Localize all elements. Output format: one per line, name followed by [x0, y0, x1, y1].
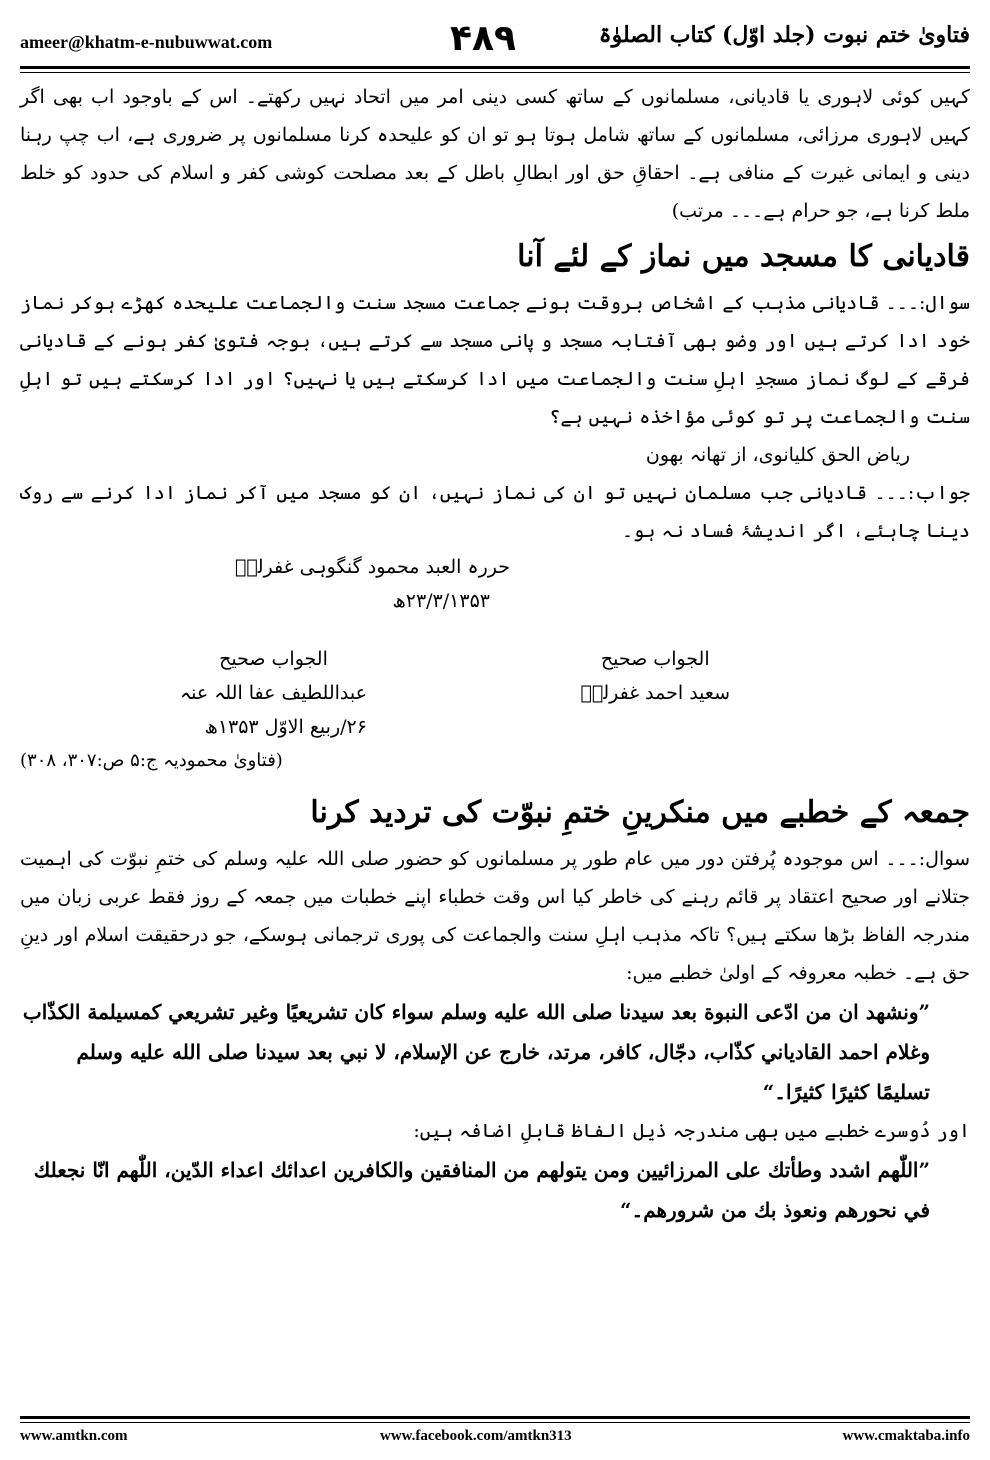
- approval-first: [581, 642, 730, 744]
- section-heading-qadiani-mosque: قادیانی کا مسجد میں نماز کے لئے آنا: [517, 239, 970, 274]
- arabic-text-first-khutba: ”ونشهد ان من ادّعی النبوة بعد سيدنا صلی الله عليه وسلم سواء كان تشريعيًا وغير تشريعي كمسيلمة الكذّاب وغلام احمد القادياني كذّاب، دجّال، كافر، مرتد، خارج عن الإسلام، لا نبي بعد سيدنا صلی الله عليه وسلم تسليمًا كثيرًا كثيرًا۔“: [22, 1000, 930, 1104]
- question-paragraph-khutba: سوال:۔۔۔ اس موجودہ پُرفتن دور میں عام طور پر مسلمانوں کو حضور صلی اللہ علیہ وسلم کی ختمِ نبوّت کی اہمیت جتلانے اور صحیح اعتقاد پر قائم رہنے کی خاطر کیا اس وقت خطباء اپنے خطبات میں جمعہ کے روز فقط عربی زبان میں مندرجہ الفاظ بڑھا سکتے ہیں؟ تاکہ مذہب اہلِ سنت والجماعت کی پوری ترجمانی ہوسکے، جو درحقیقت اسلام اور دینِ حق ہے۔ خطبہ معروفہ کے اولیٰ خطبے میں:: [20, 848, 970, 984]
- question-paragraph: سوال:۔۔۔ قادیانی مذہب کے اشخاص بروقت ہونے جماعت مسجد سنت والجماعت علیحدہ کھڑے ہوکر نماز خود ادا کرتے ہیں اور وضو بھی آفتابہ مسجد و پانی مسجد سے کرتے ہیں، بوجہ فتویٰ کفر ہونے کے قادیانی فرقے کے لوگ نماز مسجدِ اہلِ سنت والجماعت میں ادا کرسکتے ہیں یا نہیں؟ اور ادا کرسکتے ہیں تو اہلِ سنت والجماعت پر تو کوئی مؤاخذہ نہیں ہے؟: [20, 292, 970, 428]
- footer-rule: [20, 1416, 970, 1419]
- header-rule: [20, 66, 970, 69]
- approval-name: عبداللطیف عفا اللہ عنہ: [180, 682, 367, 704]
- footer-link-amtkn[interactable]: www.amtkn.com: [20, 1428, 128, 1444]
- approval-second: [180, 642, 367, 744]
- second-khutba-intro: اور دُوسرے خطبے میں بھی مندرجہ ذیل الفاظ قابلِ اضافہ ہیں:: [413, 1120, 970, 1142]
- footer-rule-thin: [20, 1422, 970, 1423]
- page-body: [20, 78, 970, 1230]
- footer-link-facebook[interactable]: www.facebook.com/amtkn313: [380, 1428, 572, 1444]
- signed-date: ۲۳/۳/۱۳۵۳ھ: [392, 590, 490, 612]
- page-footer: [20, 1428, 970, 1452]
- header-rule-thin: [20, 72, 970, 73]
- header-email: ameer@khatm-e-nubuwwat.com: [20, 32, 273, 52]
- approvals-row: [20, 642, 970, 744]
- signature-block: [20, 550, 970, 618]
- approval-name: سعید احمد غفرلہٗ: [580, 682, 730, 704]
- page-number: ۴۸۹: [450, 18, 516, 59]
- answer-paragraph: جواب:۔۔۔ قادیانی جب مسلمان نہیں تو ان کی نماز نہیں، ان کو مسجد میں آکر نماز ادا کرنے سے روک دینا چاہئے، اگر اندیشۂ فساد نہ ہو۔: [20, 482, 970, 542]
- arabic-text-second-khutba: ”اللّٰهم اشدد وطأتك علی المرزائيين ومن يتولهم من المنافقين والكافرين اعدائك اعداء الدّين، اللّٰهم انّا نجعلك في نحورهم ونعوذ بك من شرورهم۔“: [33, 1158, 930, 1222]
- page-header: [20, 18, 970, 58]
- reference-citation: (فتاویٰ محمودیہ ج:۵ ص:۳۰۷، ۳۰۸): [20, 750, 283, 771]
- section-heading-friday-khutba: جمعہ کے خطبے میں منکرینِ ختمِ نبوّت کی تردید کرنا: [310, 795, 970, 830]
- approval-date: ۲۶/ربیع الاوّل ۱۳۵۳ھ: [204, 716, 367, 738]
- book-title: فتاویٰ ختم نبوت (جلد اوّل) کتاب الصلوٰۃ: [598, 22, 970, 48]
- intro-paragraph: کہیں کوئی لاہوری یا قادیانی، مسلمانوں کے ساتھ کسی دینی امر میں اتحاد نہیں رکھتے۔ اس کے باوجود اب بھی اگر کہیں لاہوری مرزائی، مسلمانوں کے ساتھ شامل ہوتا ہو تو ان کو علیحدہ کرنا مسلمانوں پر ضروری ہے، اب چپ رہنا دینی و ایمانی غیرت کے منافی ہے۔ احقاقِ حق اور ابطالِ باطل کے بعد مصلحت کوشی کفر و اسلام کی حدود کو خلط ملط کرنا ہے، جو حرام ہے۔۔۔ مرتب): [20, 86, 970, 222]
- signed-by: حررہ العبد محمود گنگوہی غفرلہٗ: [234, 556, 510, 578]
- questioner-name: ریاض الحق کلیانوی، از تھانہ بھون: [645, 444, 910, 466]
- approval-label: الجواب صحیح: [600, 648, 710, 670]
- approval-label: الجواب صحیح: [219, 648, 328, 670]
- footer-link-cmaktaba[interactable]: www.cmaktaba.info: [842, 1428, 970, 1444]
